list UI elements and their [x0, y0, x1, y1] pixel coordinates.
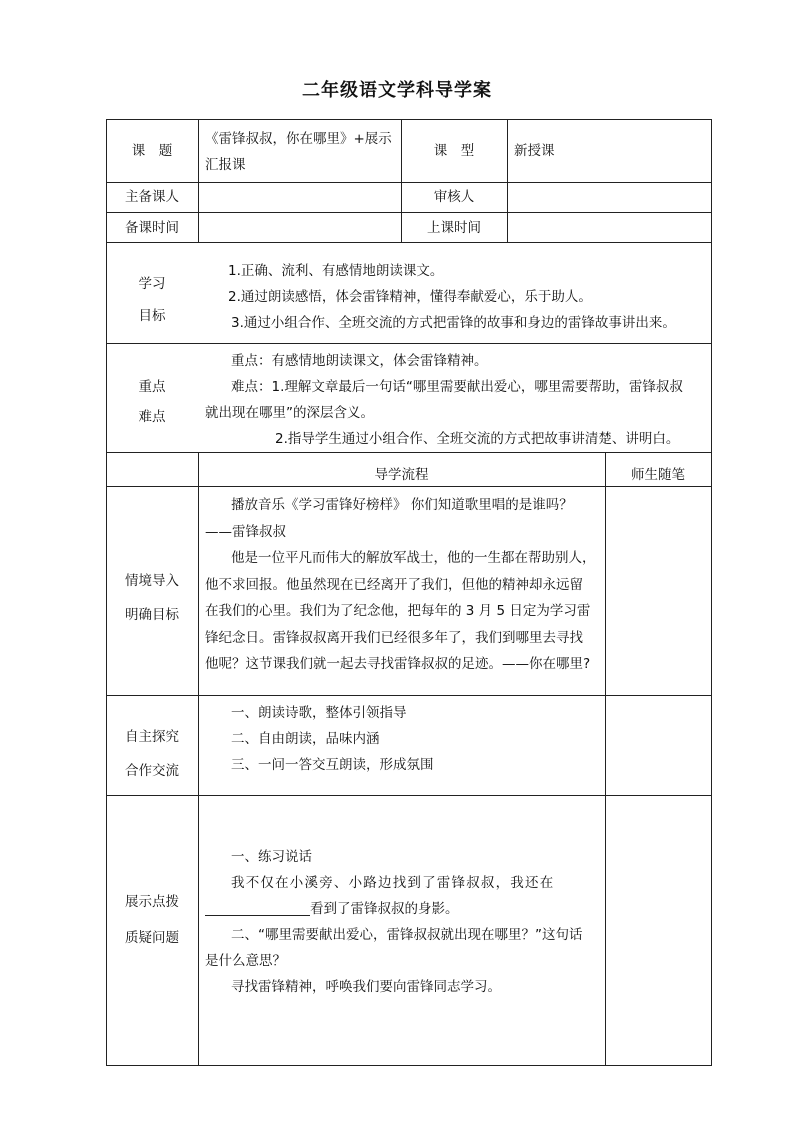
- page-title: 二年级语文学科导学案: [302, 80, 492, 101]
- objective-item: 2.通过朗读感悟，体会雷锋精神，懂得奉献爱心，乐于助人。: [228, 289, 592, 305]
- process-column-header: 导学流程: [374, 467, 429, 483]
- keypoints-content: [205, 348, 709, 452]
- section3-heading: 一、练习说话: [231, 849, 312, 865]
- preparer-label: 主备课人: [125, 189, 179, 205]
- fill-in-blank[interactable]: [205, 899, 310, 916]
- section1-line: 他是一位平凡而伟大的解放军战士，他的一生都在帮助别人，: [231, 550, 596, 566]
- objective-item: 1.正确、流利、有感情地朗读课文。: [228, 263, 444, 279]
- section2-item: 三、一问一答交互朗读，形成氛围: [231, 757, 434, 773]
- lesson-value-line1: 《雷锋叔叔，你在哪里》+展示: [205, 131, 392, 147]
- section1-line: 播放音乐《学习雷锋好榜样》 你们知道歌里唱的是谁吗？: [231, 497, 573, 513]
- section2-label: 自主探究 合作交流: [125, 729, 179, 779]
- objectives-label: 学习 目标: [138, 276, 166, 324]
- section2-item: 二、自由朗读，品味内涵: [231, 731, 380, 747]
- lesson-label: 课 题: [131, 143, 173, 159]
- section3-sentence: 我不仅在小溪旁、小路边找到了雷锋叔叔，我还在: [231, 875, 555, 891]
- section2-list: [231, 700, 601, 778]
- section3-question-continued: 是什么意思？: [205, 953, 286, 969]
- section1-line: ——雷锋叔叔: [205, 523, 286, 540]
- type-value: 新授课: [514, 143, 555, 159]
- section3-content: [205, 844, 605, 1000]
- section1-line: 他呢？这节课我们就一起去寻找雷锋叔叔的足迹。——你在哪里?: [205, 656, 591, 672]
- focus-text: 重点：有感情地朗读课文，体会雷锋精神。: [231, 353, 488, 369]
- type-label: 课 型: [433, 143, 475, 159]
- lesson-value: [205, 126, 401, 178]
- section2-item: 一、朗读诗歌，整体引领指导: [231, 705, 407, 721]
- lesson-value-line2: 汇报课: [205, 157, 246, 173]
- section1-line: 在我们的心里。我们为了纪念他，把每年的 3 月 5 日定为学习雷: [205, 603, 591, 619]
- reviewer-label: 审核人: [433, 189, 475, 205]
- difficulty-line1: 难点：1.理解文章最后一句话“哪里需要献出爱心，哪里需要帮助，雷锋叔叔: [231, 379, 683, 395]
- objectives-list: [228, 258, 708, 336]
- keypoints-label: 重点 难点: [138, 379, 166, 425]
- section1-label: 情境导入 明确目标: [125, 573, 179, 623]
- difficulty-line2: 就出现在哪里”的深层含义。: [205, 405, 374, 421]
- difficulty-line3: 2.指导学生通过小组合作、全班交流的方式把故事讲清楚、讲明白。: [275, 431, 680, 447]
- section3-label: 展示点拨 质疑问题: [125, 894, 179, 946]
- class-time-label: 上课时间: [427, 220, 481, 236]
- section1-content: [205, 492, 605, 678]
- objective-item: 3.通过小组合作、全班交流的方式把雷锋的故事和身边的雷锋故事讲出来。: [231, 315, 676, 331]
- section1-line: 锋纪念日。雷锋叔叔离开我们已经很多年了，我们到哪里去寻找: [205, 629, 583, 646]
- section3-question: 二、“哪里需要献出爱心，雷锋叔叔就出现在哪里？”这句话: [231, 927, 583, 943]
- prep-time-label: 备课时间: [125, 220, 179, 236]
- notes-column-header: 师生随笔: [631, 467, 685, 483]
- section1-line: 他不求回报。他虽然现在已经离开了我们，但他的精神却永远留: [205, 576, 583, 593]
- section3-sentence-continued: 看到了雷锋叔叔的身影。: [205, 896, 605, 922]
- section3-conclusion: 寻找雷锋精神，呼唤我们要向雷锋同志学习。: [231, 979, 501, 995]
